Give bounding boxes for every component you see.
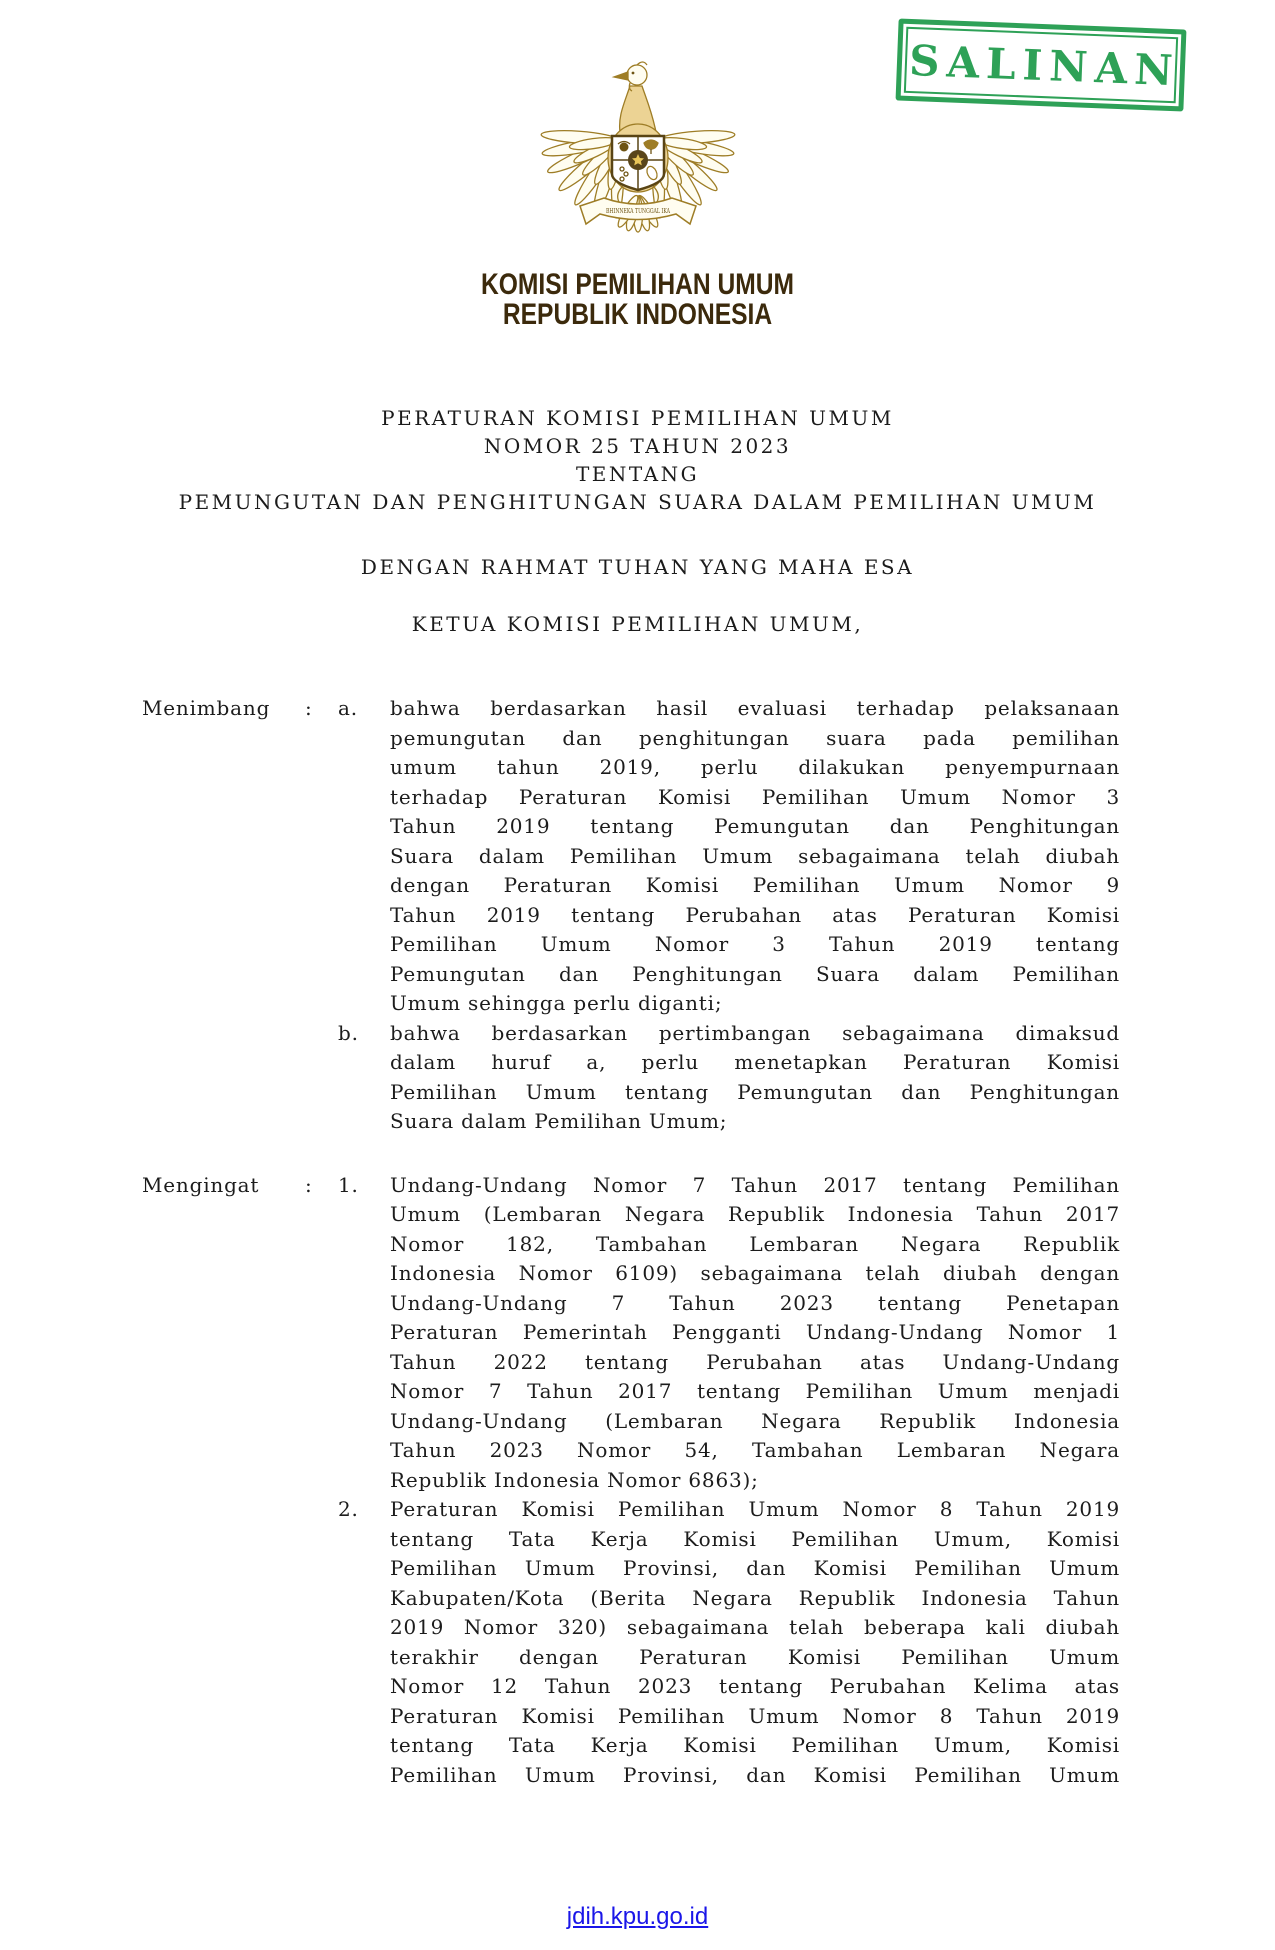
text-line: umum tahun 2019, perlu dilakukan penyempurnaan — [390, 755, 1120, 779]
letterhead-country: REPUBLIK INDONESIA — [502, 298, 773, 331]
text-line: Pemungutan dan Penghitungan Suara dalam Pemilihan — [390, 961, 1120, 986]
text-line: dengan Peraturan Komisi Pemilihan Umum Nomor 9 — [390, 873, 1120, 897]
list-item — [338, 694, 1120, 1019]
document-title — [0, 404, 1275, 516]
text-line: bahwa berdasarkan pertimbangan sebagaimana dimaksud — [390, 1020, 1120, 1045]
text-line: bahwa berdasarkan hasil evaluasi terhadap pelaksanaan — [390, 696, 1120, 720]
text-line: Tahun 2019 tentang Perubahan atas Peraturan Komisi — [390, 902, 1120, 927]
item-text — [390, 1019, 1120, 1137]
text-line: pemungutan dan penghitungan suara pada pemilihan — [390, 725, 1120, 750]
salinan-stamp-inner-border — [904, 27, 1181, 103]
text-line: Tahun 2019 tentang Pemungutan dan Penghitungan — [390, 814, 1120, 838]
letterhead-org-name: KOMISI PEMILIHAN UMUM — [481, 268, 794, 301]
considering-items — [338, 694, 1120, 1137]
text-line: dalam huruf a, perlu menetapkan Peraturan Komisi — [390, 1050, 1120, 1074]
text-line: Nomor 12 Tahun 2023 tentang Perubahan Kelima atas — [390, 1674, 1120, 1698]
text-line: Tahun 2023 Nomor 54, Tambahan Lembaran Negara — [390, 1438, 1120, 1462]
salinan-stamp-label: SALINAN — [908, 35, 1181, 95]
text-line: Peraturan Komisi Pemilihan Umum Nomor 8 Tahun 2019 — [390, 1703, 1120, 1728]
item-text — [390, 1495, 1120, 1790]
text-line: Tahun 2022 tentang Perubahan atas Undang-Undang — [390, 1349, 1120, 1374]
text-line: Pemilihan Umum tentang Pemungutan dan Penghitungan — [390, 1079, 1120, 1104]
text-line: Undang-Undang 7 Tahun 2023 tentang Penetapan — [390, 1290, 1120, 1315]
text-line: Peraturan Komisi Pemilihan Umum Nomor 8 Tahun 2019 — [390, 1497, 1120, 1521]
remembering-items — [338, 1171, 1120, 1791]
section-label: Mengingat — [142, 1172, 260, 1197]
text-line: terhadap Peraturan Komisi Pemilihan Umum Nomor 3 — [390, 784, 1120, 809]
text-line: tentang Tata Kerja Komisi Pemilihan Umum, Komisi — [390, 1733, 1120, 1757]
authority-line: KETUA KOMISI PEMILIHAN UMUM, — [411, 612, 864, 636]
text-line: Undang-Undang Nomor 7 Tahun 2017 tentang Pemilihan — [390, 1172, 1120, 1197]
list-marker: b. — [338, 1020, 359, 1045]
title-line-number: NOMOR 25 TAHUN 2023 — [483, 434, 792, 458]
garuda-pancasila-emblem — [538, 46, 738, 244]
text-line: Pemilihan Umum Nomor 3 Tahun 2019 tentang — [390, 932, 1120, 956]
text-line: Nomor 182, Tambahan Lembaran Negara Republik — [390, 1231, 1120, 1256]
list-marker: 1. — [338, 1172, 359, 1197]
preamble-clauses — [0, 694, 1275, 1790]
text-line: Indonesia Nomor 6109) sebagaimana telah diubah dengan — [390, 1261, 1120, 1285]
section-label: Menimbang — [142, 696, 271, 720]
text-line: Pemilihan Umum Provinsi, dan Komisi Pemilihan Umum — [390, 1762, 1120, 1787]
considering-section — [0, 694, 1275, 1137]
list-marker: 2. — [338, 1497, 359, 1521]
remembering-section — [0, 1171, 1275, 1791]
text-line: Peraturan Pemerintah Pengganti Undang-Undang Nomor 1 — [390, 1320, 1120, 1344]
list-marker: a. — [338, 696, 358, 720]
list-item — [338, 1019, 1120, 1137]
text-line: 2019 Nomor 320) sebagaimana telah beberapa kali diubah — [390, 1615, 1120, 1639]
title-line-regulation: PERATURAN KOMISI PEMILIHAN UMUM — [381, 406, 894, 430]
pancasila-shield-icon — [612, 136, 664, 190]
salinan-stamp — [896, 19, 1187, 112]
invocation-line: DENGAN RAHMAT TUHAN YANG MAHA ESA — [360, 555, 915, 579]
text-line: tentang Tata Kerja Komisi Pemilihan Umum, Komisi — [390, 1526, 1120, 1551]
letterhead — [115, 270, 1161, 330]
svg-text:BHINNEKA TUNGGAL IKA: BHINNEKA TUNGGAL IKA — [605, 207, 670, 215]
item-text — [390, 1171, 1120, 1496]
page-footer — [0, 1903, 1275, 1931]
text-line: Umum sehingga perlu diganti; — [390, 991, 723, 1015]
text-line: Pemilihan Umum Provinsi, dan Komisi Pemilihan Umum — [390, 1556, 1120, 1580]
list-item — [338, 1495, 1120, 1790]
list-item — [338, 1171, 1120, 1496]
text-line: Nomor 7 Tahun 2017 tentang Pemilihan Umum menjadi — [390, 1379, 1120, 1403]
title-line-tentang: TENTANG — [575, 462, 700, 486]
item-text — [390, 694, 1120, 1019]
title-line-subject: PEMUNGUTAN DAN PENGHITUNGAN SUARA DALAM PEMILIHAN UMUM — [178, 490, 1097, 514]
section-colon: : — [305, 1172, 313, 1197]
text-line: Suara dalam Pemilihan Umum; — [390, 1109, 728, 1133]
text-line: Undang-Undang (Lembaran Negara Republik Indonesia — [390, 1408, 1120, 1433]
text-line: Suara dalam Pemilihan Umum sebagaimana telah diubah — [390, 843, 1120, 868]
text-line: Umum (Lembaran Negara Republik Indonesia Tahun 2017 — [390, 1202, 1120, 1226]
text-line: terakhir dengan Peraturan Komisi Pemilihan Umum — [390, 1644, 1120, 1669]
jdih-footer-link[interactable]: jdih.kpu.go.id — [566, 1903, 709, 1930]
text-line: Kabupaten/Kota (Berita Negara Republik Indonesia Tahun — [390, 1585, 1120, 1610]
section-colon: : — [305, 696, 313, 720]
text-line: Republik Indonesia Nomor 6863); — [390, 1467, 759, 1492]
